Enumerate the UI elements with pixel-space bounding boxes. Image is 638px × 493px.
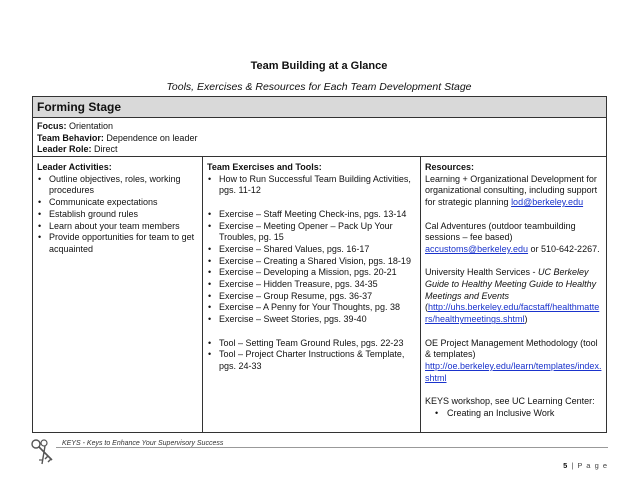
list-item: • Establish ground rules <box>37 209 198 221</box>
list-item: • How to Run Successful Team Building Activities, pgs. 11-12 <box>207 174 416 197</box>
list-item: • Outline objectives, roles, working procedures <box>37 174 198 197</box>
page-title: Team Building at a Glance <box>250 60 388 72</box>
leader-activities-heading: Leader Activities: <box>37 162 112 172</box>
resource-lod <box>425 174 602 209</box>
stage-table <box>32 96 607 433</box>
resource-oe-text: OE Project Management Methodology (tool & templates) <box>425 337 598 360</box>
exercises-heading: Team Exercises and Tools: <box>207 162 322 172</box>
oe-link[interactable]: http://oe.berkeley.edu/learn/templates/index.shtml <box>425 360 602 383</box>
exercises-column <box>203 157 421 432</box>
role-value: Direct <box>94 144 118 154</box>
list-item: • Exercise – Creating a Shared Vision, pgs. 18-19 <box>207 256 416 268</box>
footer-text: KEYS - Keys to Enhance Your Supervisory Success <box>62 440 224 447</box>
resources-column <box>421 157 606 432</box>
list-item: • Exercise – Sweet Stories, pgs. 39-40 <box>207 314 416 326</box>
uhs-link-open: ( <box>425 302 428 313</box>
role-row <box>37 144 602 156</box>
resource-cal-adventures <box>425 221 602 256</box>
resource-keys-bullet: • Creating an Inclusive Work <box>425 408 602 420</box>
stage-info <box>33 118 606 157</box>
uhs-link-close: ) <box>524 314 528 325</box>
list-item: • Learn about your team members <box>37 221 198 233</box>
resource-uhs-text: University Health Services - <box>425 267 539 278</box>
resource-keys <box>425 396 602 408</box>
focus-value: Orientation <box>69 121 114 131</box>
lod-email-link[interactable]: lod@berkeley.edu <box>511 197 584 208</box>
list-item: • Exercise – A Penny for Your Thoughts, pg. 38 <box>207 302 416 314</box>
page-number <box>563 461 608 470</box>
list-item: • Exercise – Meeting Opener – Pack Up Your Troubles, pg. 15 <box>207 221 416 244</box>
leader-activities-column <box>33 157 203 432</box>
list-item: • Exercise – Shared Values, pgs. 16-17 <box>207 244 416 256</box>
keys-icon <box>30 438 60 468</box>
page-number-value: 5 <box>563 461 569 470</box>
leader-activities-list <box>37 174 198 256</box>
list-item: • Provide opportunities for team to get acquainted <box>37 232 198 255</box>
list-item: • Exercise – Group Resume, pgs. 36-37 <box>207 291 416 303</box>
stage-name: Forming Stage <box>33 97 606 118</box>
behavior-label: Team Behavior: <box>37 132 104 143</box>
focus-label: Focus: <box>37 121 67 131</box>
resource-keys-text: KEYS workshop, see UC Learning Center: <box>425 396 595 406</box>
resource-cal-text: Cal Adventures (outdoor teambuilding sessions – fee based) <box>425 220 576 243</box>
page-subtitle: Tools, Exercises & Resources for Each Team Development Stage <box>166 81 472 93</box>
list-item: • Exercise – Developing a Mission, pgs. 20-21 <box>207 267 416 279</box>
page-label: | P a g e <box>571 461 608 470</box>
list-item: • Communicate expectations <box>37 197 198 209</box>
resource-lod-text: Learning + Organizational Development for organizational consulting, including support for strategic planning <box>425 173 598 208</box>
resource-uhs-guide: UC Berkeley Guide to Healthy Meeting Guide to Healthy Meetings and Events <box>425 267 597 301</box>
cal-email-link[interactable]: accustoms@berkeley.edu <box>425 243 529 254</box>
list-item: • Tool – Setting Team Ground Rules, pgs. 22-23 <box>207 338 416 350</box>
focus-row <box>37 121 602 133</box>
list-item: • Tool – Project Charter Instructions & Template, pgs. 24-33 <box>207 349 416 372</box>
list-item: • Exercise – Staff Meeting Check-ins, pgs. 13-14 <box>207 209 416 221</box>
resources-heading: Resources: <box>425 162 475 172</box>
behavior-row <box>37 133 602 145</box>
exercises-list <box>207 174 416 373</box>
behavior-value: Dependence on leader <box>106 132 198 143</box>
uhs-link[interactable]: http://uhs.berkeley.edu/facstaff/healthmatters/healthymeetings.shtml <box>425 302 600 325</box>
role-label: Leader Role: <box>37 144 92 154</box>
resource-oe <box>425 338 602 385</box>
footer-divider <box>56 447 608 448</box>
resource-uhs <box>425 267 602 326</box>
list-item: • Exercise – Hidden Treasure, pgs. 34-35 <box>207 279 416 291</box>
resource-cal-phone: or 510-642-2267. <box>528 243 600 254</box>
